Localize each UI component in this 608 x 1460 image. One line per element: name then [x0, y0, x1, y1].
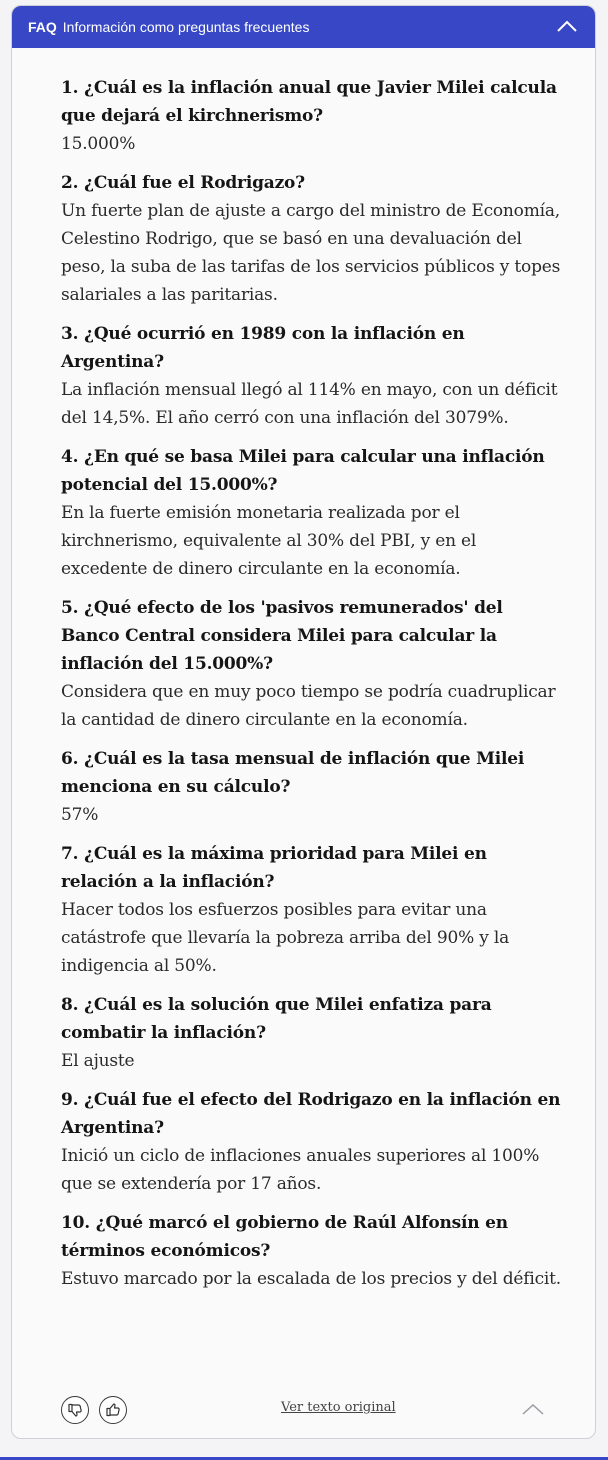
faq-answer: Inició un ciclo de inflaciones anuales superiores al 100% que se extendería por 17 años. — [61, 1146, 540, 1194]
faq-answer: 15.000% — [61, 134, 136, 154]
thumbs-down-button[interactable] — [61, 1396, 89, 1424]
faq-question: 6. ¿Cuál es la tasa mensual de inflación que Milei menciona en su cálculo? — [61, 749, 525, 797]
faq-answer: Estuvo marcado por la escalada de los precios y del déficit. — [61, 1269, 561, 1289]
faq-question: 4. ¿En qué se basa Milei para calcular una inflación potencial del 15.000%? — [61, 447, 545, 495]
faq-item — [61, 745, 565, 829]
faq-header-title: Información como preguntas frecuentes — [62, 19, 310, 35]
faq-list — [12, 48, 595, 1293]
faq-item — [61, 74, 565, 158]
faq-question: 8. ¿Cuál es la solución que Milei enfatiza para combatir la inflación? — [61, 995, 492, 1043]
faq-answer: La inflación mensual llegó al 114% en mayo, con un déficit del 14,5%. El año cerró con una inflación del 3079%. — [61, 380, 558, 428]
faq-question: 5. ¿Qué efecto de los 'pasivos remunerados' del Banco Central considera Milei para calcular la inflación del 15.000%? — [61, 598, 503, 674]
faq-question: 7. ¿Cuál es la máxima prioridad para Milei en relación a la inflación? — [61, 844, 487, 892]
faq-card — [11, 5, 596, 1439]
thumbs-down-icon — [67, 1402, 83, 1418]
faq-footer — [12, 1392, 595, 1428]
chevron-up-icon[interactable] — [521, 1399, 545, 1421]
faq-item — [61, 1209, 565, 1293]
faq-answer: Un fuerte plan de ajuste a cargo del ministro de Economía, Celestino Rodrigo, que se basó en una devaluación del peso, la suba de las tarifas de los servicios públicos y topes salariales a las paritarias. — [61, 201, 561, 305]
faq-item — [61, 320, 565, 432]
faq-answer: Hacer todos los esfuerzos posibles para evitar una catástrofe que llevaría la pobreza arriba del 90% y la indigencia al 50%. — [61, 900, 510, 976]
faq-tag: FAQ — [28, 19, 57, 35]
faq-answer: 57% — [61, 805, 99, 825]
faq-answer: El ajuste — [61, 1051, 135, 1071]
faq-item — [61, 840, 565, 980]
faq-question: 1. ¿Cuál es la inflación anual que Javier Milei calcula que dejará el kirchnerismo? — [61, 78, 557, 126]
chevron-up-icon[interactable] — [555, 15, 579, 39]
faq-question: 10. ¿Qué marcó el gobierno de Raúl Alfonsín en términos económicos? — [61, 1213, 508, 1261]
faq-item — [61, 991, 565, 1075]
faq-question: 3. ¿Qué ocurrió en 1989 con la inflación en Argentina? — [61, 324, 465, 372]
faq-item — [61, 169, 565, 309]
faq-question: 2. ¿Cuál fue el Rodrigazo? — [61, 173, 305, 193]
faq-item — [61, 594, 565, 734]
thumbs-up-icon — [105, 1402, 121, 1418]
faq-item — [61, 1086, 565, 1198]
faq-question: 9. ¿Cuál fue el efecto del Rodrigazo en la inflación en Argentina? — [61, 1090, 561, 1138]
faq-answer: En la fuerte emisión monetaria realizada por el kirchnerismo, equivalente al 30% del PBI, y en el excedente de dinero circulante en la economía. — [61, 503, 477, 579]
faq-answer: Considera que en muy poco tiempo se podría cuadruplicar la cantidad de dinero circulante en la economía. — [61, 682, 556, 730]
faq-header[interactable] — [12, 6, 595, 48]
thumbs-up-button[interactable] — [99, 1396, 127, 1424]
view-original-link[interactable]: Ver texto original — [281, 1400, 396, 1415]
faq-item — [61, 443, 565, 583]
